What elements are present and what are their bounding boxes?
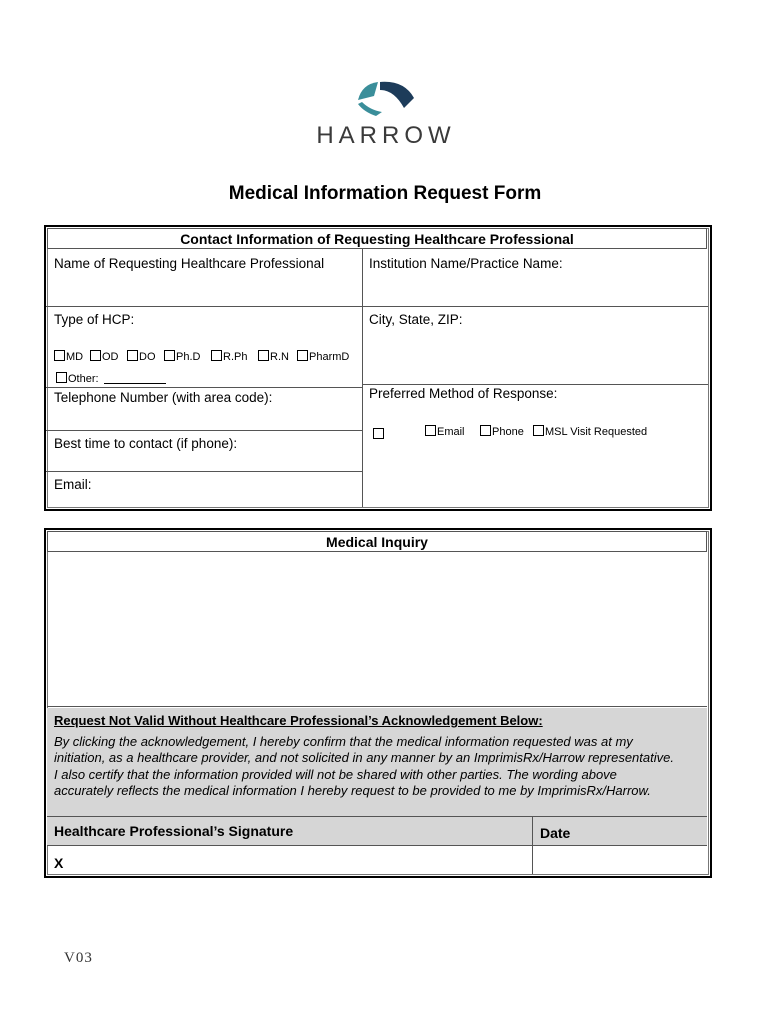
name-field-label: Name of Requesting Healthcare Professional — [54, 256, 325, 271]
acknowledgement-text: By clicking the acknowledgement, I hereby confirm that the medical information requested was at my initiation, as a healthcare provider, and not solicited in any manner by an ImprimisRx/Harrow representative. I also certify that the information provided will not be shared with other parties. The wording above accurately reflects the medical information I hereby request to be provided to me by ImprimisRx/Harrow. — [54, 734, 674, 798]
phone-field-label: Telephone Number (with area code): — [54, 390, 273, 405]
hcp-checkbox-md[interactable]: MD — [54, 350, 83, 363]
harrow-logo-icon — [352, 78, 418, 118]
response-checkbox-email[interactable]: Email — [425, 425, 465, 438]
hcp-checkbox-rn[interactable]: R.N — [258, 350, 289, 363]
harrow-logo — [296, 78, 476, 150]
best-time-field-label: Best time to contact (if phone): — [54, 436, 238, 451]
inquiry-text-area[interactable] — [47, 553, 707, 707]
hcp-checkbox-do[interactable]: DO — [127, 350, 156, 363]
version-label: V03 — [64, 950, 93, 966]
hcp-type-label: Type of HCP: — [54, 312, 135, 327]
response-checkbox-blank[interactable] — [373, 428, 385, 441]
preferred-response-label: Preferred Method of Response: — [369, 386, 558, 401]
contact-section-header: Contact Information of Requesting Healthcare Professional — [47, 228, 707, 249]
hcp-checkbox-rph[interactable]: R.Ph — [211, 350, 247, 363]
signature-label: Healthcare Professional’s Signature — [54, 823, 294, 839]
response-checkbox-phone[interactable]: Phone — [480, 425, 524, 438]
date-label: Date — [540, 825, 571, 841]
signature-field[interactable] — [47, 847, 532, 873]
date-field[interactable] — [533, 847, 707, 873]
other-input-line[interactable] — [104, 383, 166, 384]
city-field-label: City, State, ZIP: — [369, 312, 463, 327]
hcp-checkbox-od[interactable]: OD — [90, 350, 119, 363]
inquiry-section-header: Medical Inquiry — [47, 531, 707, 552]
hcp-checkbox-phd[interactable]: Ph.D — [164, 350, 200, 363]
hcp-checkbox-other[interactable]: Other: — [56, 372, 99, 385]
email-field-label: Email: — [54, 477, 92, 492]
form-title: Medical Information Request Form — [228, 183, 542, 204]
response-checkbox-msl[interactable]: MSL Visit Requested — [533, 425, 647, 438]
signature-mark: X — [54, 855, 64, 871]
acknowledgement-title: Request Not Valid Without Healthcare Professional’s Acknowledgement Below: — [54, 713, 543, 728]
institution-field-label: Institution Name/Practice Name: — [369, 256, 563, 271]
logo-wordmark: HARROW — [316, 122, 456, 149]
hcp-checkbox-pharmd[interactable]: PharmD — [297, 350, 349, 363]
